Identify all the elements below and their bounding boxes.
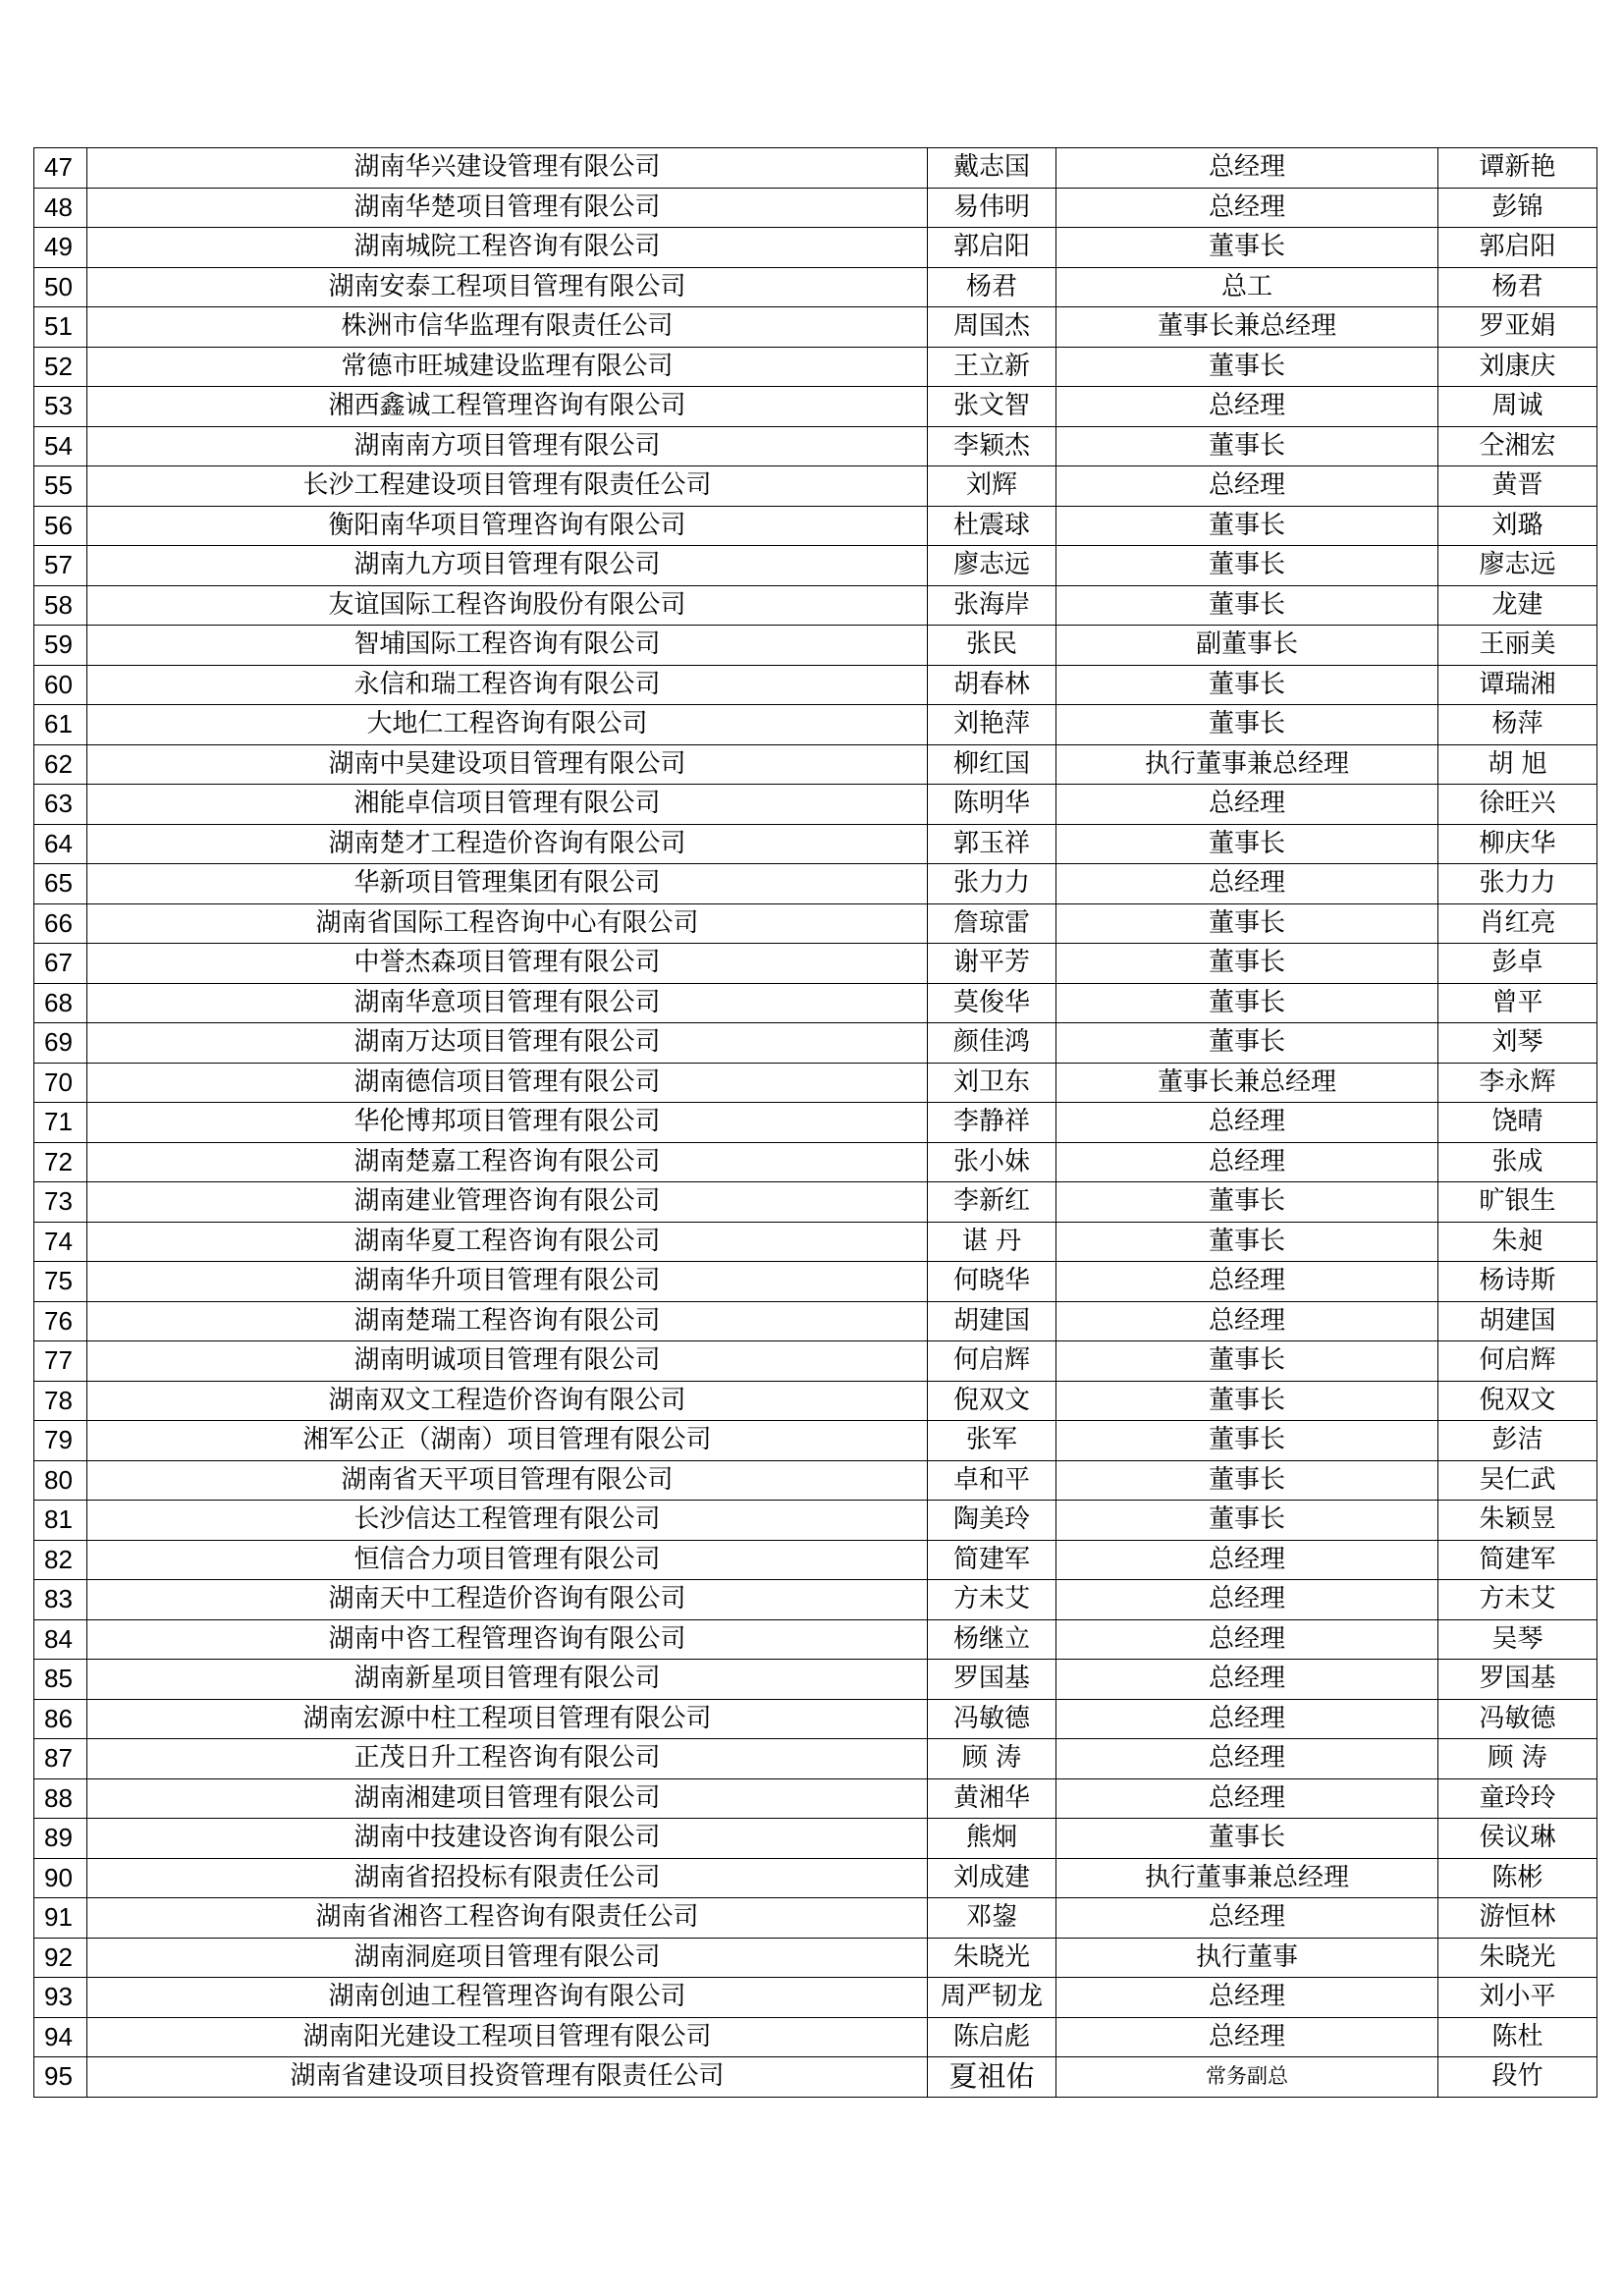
row-number: 57	[34, 546, 87, 586]
position-title: 董事长	[1056, 546, 1438, 586]
position-title: 董事长	[1056, 1182, 1438, 1223]
contact-name: 李永辉	[1438, 1063, 1597, 1103]
position-title: 总工	[1056, 267, 1438, 307]
row-number: 80	[34, 1460, 87, 1501]
representative-name: 李颖杰	[928, 426, 1056, 466]
table-row	[34, 1739, 1597, 1779]
table-row	[34, 665, 1597, 705]
contact-name: 彭卓	[1438, 944, 1597, 984]
representative-name: 倪双文	[928, 1381, 1056, 1421]
representative-name: 李静祥	[928, 1103, 1056, 1143]
representative-name: 简建军	[928, 1540, 1056, 1580]
company-name: 湖南德信项目管理有限公司	[87, 1063, 928, 1103]
representative-name: 廖志远	[928, 546, 1056, 586]
table-row	[34, 1540, 1597, 1580]
row-number: 77	[34, 1341, 87, 1382]
position-title: 董事长	[1056, 1023, 1438, 1064]
representative-name: 李新红	[928, 1182, 1056, 1223]
row-number: 51	[34, 307, 87, 348]
contact-name: 胡建国	[1438, 1301, 1597, 1341]
row-number: 53	[34, 387, 87, 427]
table-row	[34, 1699, 1597, 1739]
contact-name: 彭洁	[1438, 1421, 1597, 1461]
table-row	[34, 1898, 1597, 1939]
table-row	[34, 944, 1597, 984]
table-row	[34, 506, 1597, 546]
table-row	[34, 426, 1597, 466]
representative-name: 罗国基	[928, 1660, 1056, 1700]
company-name: 正茂日升工程咨询有限公司	[87, 1739, 928, 1779]
row-number: 94	[34, 2017, 87, 2057]
contact-name: 方未艾	[1438, 1580, 1597, 1620]
position-title: 董事长	[1056, 1460, 1438, 1501]
position-title: 董事长	[1056, 426, 1438, 466]
representative-name: 方未艾	[928, 1580, 1056, 1620]
table-row	[34, 1501, 1597, 1541]
contact-name: 杨君	[1438, 267, 1597, 307]
position-title: 总经理	[1056, 1898, 1438, 1939]
table-row	[34, 2057, 1597, 2098]
contact-name: 何启辉	[1438, 1341, 1597, 1382]
company-name: 湖南阳光建设工程项目管理有限公司	[87, 2017, 928, 2057]
contact-name: 倪双文	[1438, 1381, 1597, 1421]
position-title: 董事长兼总经理	[1056, 307, 1438, 348]
row-number: 48	[34, 188, 87, 228]
position-title: 执行董事兼总经理	[1056, 1858, 1438, 1898]
row-number: 87	[34, 1739, 87, 1779]
representative-name: 胡春林	[928, 665, 1056, 705]
row-number: 76	[34, 1301, 87, 1341]
row-number: 84	[34, 1619, 87, 1660]
contact-name: 刘小平	[1438, 1978, 1597, 2018]
position-title: 董事长	[1056, 665, 1438, 705]
contact-name: 朱昶	[1438, 1222, 1597, 1262]
position-title: 总经理	[1056, 1262, 1438, 1302]
contact-name: 童玲玲	[1438, 1778, 1597, 1819]
position-title: 常务副总	[1056, 2057, 1438, 2098]
table-row	[34, 585, 1597, 626]
row-number: 61	[34, 705, 87, 745]
table-row	[34, 2017, 1597, 2057]
company-name: 湖南华兴建设管理有限公司	[87, 148, 928, 189]
company-name: 湖南中技建设咨询有限公司	[87, 1819, 928, 1859]
row-number: 92	[34, 1938, 87, 1978]
representative-name: 易伟明	[928, 188, 1056, 228]
contact-name: 谭瑞湘	[1438, 665, 1597, 705]
contact-name: 杨诗斯	[1438, 1262, 1597, 1302]
representative-name: 朱晓光	[928, 1938, 1056, 1978]
table-row	[34, 1182, 1597, 1223]
contact-name: 朱晓光	[1438, 1938, 1597, 1978]
representative-name: 刘卫东	[928, 1063, 1056, 1103]
position-title: 副董事长	[1056, 626, 1438, 666]
representative-name: 张文智	[928, 387, 1056, 427]
representative-name: 张力力	[928, 864, 1056, 904]
representative-name: 陶美玲	[928, 1501, 1056, 1541]
position-title: 董事长	[1056, 1222, 1438, 1262]
company-name: 湖南中昊建设项目管理有限公司	[87, 744, 928, 785]
table-row	[34, 1580, 1597, 1620]
table-row	[34, 1819, 1597, 1859]
company-name: 湖南建业管理咨询有限公司	[87, 1182, 928, 1223]
company-name: 湖南九方项目管理有限公司	[87, 546, 928, 586]
table-row	[34, 1301, 1597, 1341]
company-name: 湖南华意项目管理有限公司	[87, 983, 928, 1023]
company-name: 株洲市信华监理有限责任公司	[87, 307, 928, 348]
position-title: 董事长	[1056, 1819, 1438, 1859]
row-number: 88	[34, 1778, 87, 1819]
contact-name: 黄晋	[1438, 466, 1597, 507]
representative-name: 杨继立	[928, 1619, 1056, 1660]
position-title: 总经理	[1056, 1580, 1438, 1620]
company-name: 湖南湘建项目管理有限公司	[87, 1778, 928, 1819]
table-row	[34, 626, 1597, 666]
table-row	[34, 307, 1597, 348]
representative-name: 顾 涛	[928, 1739, 1056, 1779]
row-number: 59	[34, 626, 87, 666]
company-name: 常德市旺城建设监理有限公司	[87, 347, 928, 387]
company-name: 湖南万达项目管理有限公司	[87, 1023, 928, 1064]
position-title: 总经理	[1056, 864, 1438, 904]
company-name: 湖南安泰工程项目管理有限公司	[87, 267, 928, 307]
representative-name: 张军	[928, 1421, 1056, 1461]
representative-name: 夏祖佑	[928, 2057, 1056, 2098]
company-name: 湖南明诚项目管理有限公司	[87, 1341, 928, 1382]
row-number: 67	[34, 944, 87, 984]
table-row	[34, 824, 1597, 864]
position-title: 董事长兼总经理	[1056, 1063, 1438, 1103]
representative-name: 谢平芳	[928, 944, 1056, 984]
row-number: 69	[34, 1023, 87, 1064]
table-row	[34, 1381, 1597, 1421]
contact-name: 冯敏德	[1438, 1699, 1597, 1739]
table-row	[34, 983, 1597, 1023]
company-name: 湖南省招投标有限责任公司	[87, 1858, 928, 1898]
representative-name: 郭启阳	[928, 228, 1056, 268]
company-name: 湖南华夏工程咨询有限公司	[87, 1222, 928, 1262]
table-row	[34, 1619, 1597, 1660]
company-name: 湖南南方项目管理有限公司	[87, 426, 928, 466]
member-roster-table	[33, 147, 1597, 2098]
contact-name: 廖志远	[1438, 546, 1597, 586]
contact-name: 彭锦	[1438, 188, 1597, 228]
company-name: 湖南省国际工程咨询中心有限公司	[87, 903, 928, 944]
company-name: 湖南省湘咨工程咨询有限责任公司	[87, 1898, 928, 1939]
row-number: 71	[34, 1103, 87, 1143]
row-number: 95	[34, 2057, 87, 2098]
contact-name: 郭启阳	[1438, 228, 1597, 268]
contact-name: 陈彬	[1438, 1858, 1597, 1898]
table-row	[34, 1142, 1597, 1182]
contact-name: 徐旺兴	[1438, 785, 1597, 825]
contact-name: 陈杜	[1438, 2017, 1597, 2057]
contact-name: 吴琴	[1438, 1619, 1597, 1660]
company-name: 湖南楚瑞工程咨询有限公司	[87, 1301, 928, 1341]
row-number: 55	[34, 466, 87, 507]
table-row	[34, 1341, 1597, 1382]
company-name: 湖南天中工程造价咨询有限公司	[87, 1580, 928, 1620]
company-name: 湖南洞庭项目管理有限公司	[87, 1938, 928, 1978]
company-name: 恒信合力项目管理有限公司	[87, 1540, 928, 1580]
contact-name: 刘康庆	[1438, 347, 1597, 387]
table-row	[34, 1858, 1597, 1898]
contact-name: 朱颖昱	[1438, 1501, 1597, 1541]
row-number: 60	[34, 665, 87, 705]
table-row	[34, 903, 1597, 944]
representative-name: 谌 丹	[928, 1222, 1056, 1262]
representative-name: 杨君	[928, 267, 1056, 307]
table-row	[34, 1421, 1597, 1461]
table-row	[34, 1023, 1597, 1064]
row-number: 75	[34, 1262, 87, 1302]
position-title: 总经理	[1056, 1103, 1438, 1143]
position-title: 总经理	[1056, 1142, 1438, 1182]
representative-name: 周严韧龙	[928, 1978, 1056, 2018]
row-number: 91	[34, 1898, 87, 1939]
contact-name: 杨萍	[1438, 705, 1597, 745]
row-number: 86	[34, 1699, 87, 1739]
position-title: 董事长	[1056, 506, 1438, 546]
table-row	[34, 1778, 1597, 1819]
position-title: 总经理	[1056, 1778, 1438, 1819]
table-row	[34, 1063, 1597, 1103]
row-number: 74	[34, 1222, 87, 1262]
table-row	[34, 546, 1597, 586]
position-title: 董事长	[1056, 1501, 1438, 1541]
contact-name: 谭新艳	[1438, 148, 1597, 189]
representative-name: 胡建国	[928, 1301, 1056, 1341]
contact-name: 罗亚娟	[1438, 307, 1597, 348]
contact-name: 侯议琳	[1438, 1819, 1597, 1859]
position-title: 总经理	[1056, 387, 1438, 427]
contact-name: 柳庆华	[1438, 824, 1597, 864]
position-title: 总经理	[1056, 2017, 1438, 2057]
company-name: 衡阳南华项目管理咨询有限公司	[87, 506, 928, 546]
row-number: 78	[34, 1381, 87, 1421]
row-number: 49	[34, 228, 87, 268]
company-name: 湖南新星项目管理有限公司	[87, 1660, 928, 1700]
position-title: 执行董事兼总经理	[1056, 744, 1438, 785]
row-number: 52	[34, 347, 87, 387]
company-name: 大地仁工程咨询有限公司	[87, 705, 928, 745]
position-title: 总经理	[1056, 466, 1438, 507]
position-title: 执行董事	[1056, 1938, 1438, 1978]
company-name: 湖南城院工程咨询有限公司	[87, 228, 928, 268]
table-row	[34, 1460, 1597, 1501]
company-name: 湖南宏源中柱工程项目管理有限公司	[87, 1699, 928, 1739]
position-title: 总经理	[1056, 1739, 1438, 1779]
representative-name: 刘成建	[928, 1858, 1056, 1898]
row-number: 50	[34, 267, 87, 307]
table-row	[34, 1660, 1597, 1700]
position-title: 总经理	[1056, 188, 1438, 228]
contact-name: 旷银生	[1438, 1182, 1597, 1223]
contact-name: 周诚	[1438, 387, 1597, 427]
position-title: 董事长	[1056, 705, 1438, 745]
contact-name: 段竹	[1438, 2057, 1597, 2098]
company-name: 长沙工程建设项目管理有限责任公司	[87, 466, 928, 507]
position-title: 董事长	[1056, 1381, 1438, 1421]
contact-name: 游恒林	[1438, 1898, 1597, 1939]
row-number: 58	[34, 585, 87, 626]
table-row	[34, 1103, 1597, 1143]
representative-name: 周国杰	[928, 307, 1056, 348]
position-title: 总经理	[1056, 1660, 1438, 1700]
representative-name: 刘辉	[928, 466, 1056, 507]
contact-name: 吴仁武	[1438, 1460, 1597, 1501]
row-number: 54	[34, 426, 87, 466]
row-number: 89	[34, 1819, 87, 1859]
position-title: 董事长	[1056, 228, 1438, 268]
position-title: 总经理	[1056, 1301, 1438, 1341]
row-number: 93	[34, 1978, 87, 2018]
contact-name: 张成	[1438, 1142, 1597, 1182]
contact-name: 曾平	[1438, 983, 1597, 1023]
table-row	[34, 188, 1597, 228]
company-name: 长沙信达工程管理有限公司	[87, 1501, 928, 1541]
company-name: 湖南双文工程造价咨询有限公司	[87, 1381, 928, 1421]
table-row	[34, 1938, 1597, 1978]
contact-name: 顾 涛	[1438, 1739, 1597, 1779]
company-name: 华伦博邦项目管理有限公司	[87, 1103, 928, 1143]
company-name: 湖南华楚项目管理有限公司	[87, 188, 928, 228]
row-number: 65	[34, 864, 87, 904]
representative-name: 卓和平	[928, 1460, 1056, 1501]
position-title: 总经理	[1056, 1978, 1438, 2018]
representative-name: 何晓华	[928, 1262, 1056, 1302]
representative-name: 黄湘华	[928, 1778, 1056, 1819]
position-title: 董事长	[1056, 347, 1438, 387]
company-name: 湖南楚嘉工程咨询有限公司	[87, 1142, 928, 1182]
company-name: 湖南楚才工程造价咨询有限公司	[87, 824, 928, 864]
representative-name: 柳红国	[928, 744, 1056, 785]
company-name: 湖南省建设项目投资管理有限责任公司	[87, 2057, 928, 2098]
table-row	[34, 148, 1597, 189]
table-row	[34, 744, 1597, 785]
position-title: 董事长	[1056, 903, 1438, 944]
row-number: 72	[34, 1142, 87, 1182]
row-number: 90	[34, 1858, 87, 1898]
position-title: 董事长	[1056, 1421, 1438, 1461]
company-name: 湖南中咨工程管理咨询有限公司	[87, 1619, 928, 1660]
position-title: 董事长	[1056, 944, 1438, 984]
row-number: 73	[34, 1182, 87, 1223]
table-row	[34, 1262, 1597, 1302]
company-name: 湖南创迪工程管理咨询有限公司	[87, 1978, 928, 2018]
representative-name: 熊炯	[928, 1819, 1056, 1859]
representative-name: 詹琼雷	[928, 903, 1056, 944]
contact-name: 简建军	[1438, 1540, 1597, 1580]
representative-name: 冯敏德	[928, 1699, 1056, 1739]
company-name: 友谊国际工程咨询股份有限公司	[87, 585, 928, 626]
contact-name: 胡 旭	[1438, 744, 1597, 785]
row-number: 63	[34, 785, 87, 825]
table-row	[34, 785, 1597, 825]
row-number: 70	[34, 1063, 87, 1103]
company-name: 湘能卓信项目管理有限公司	[87, 785, 928, 825]
representative-name: 陈启彪	[928, 2017, 1056, 2057]
contact-name: 刘琴	[1438, 1023, 1597, 1064]
contact-name: 王丽美	[1438, 626, 1597, 666]
contact-name: 罗国基	[1438, 1660, 1597, 1700]
contact-name: 龙建	[1438, 585, 1597, 626]
row-number: 47	[34, 148, 87, 189]
table-row	[34, 466, 1597, 507]
position-title: 总经理	[1056, 1540, 1438, 1580]
company-name: 湖南省天平项目管理有限公司	[87, 1460, 928, 1501]
representative-name: 邓鋆	[928, 1898, 1056, 1939]
row-number: 85	[34, 1660, 87, 1700]
position-title: 总经理	[1056, 1699, 1438, 1739]
representative-name: 刘艳萍	[928, 705, 1056, 745]
row-number: 83	[34, 1580, 87, 1620]
table-row	[34, 1222, 1597, 1262]
company-name: 智埔国际工程咨询有限公司	[87, 626, 928, 666]
table-row	[34, 347, 1597, 387]
company-name: 永信和瑞工程咨询有限公司	[87, 665, 928, 705]
representative-name: 戴志国	[928, 148, 1056, 189]
company-name: 湘西鑫诚工程管理咨询有限公司	[87, 387, 928, 427]
position-title: 总经理	[1056, 785, 1438, 825]
row-number: 81	[34, 1501, 87, 1541]
company-name: 湘军公正（湖南）项目管理有限公司	[87, 1421, 928, 1461]
table-row	[34, 267, 1597, 307]
contact-name: 刘璐	[1438, 506, 1597, 546]
position-title: 董事长	[1056, 824, 1438, 864]
row-number: 82	[34, 1540, 87, 1580]
position-title: 董事长	[1056, 585, 1438, 626]
table-row	[34, 705, 1597, 745]
row-number: 79	[34, 1421, 87, 1461]
representative-name: 陈明华	[928, 785, 1056, 825]
contact-name: 肖红亮	[1438, 903, 1597, 944]
representative-name: 王立新	[928, 347, 1056, 387]
row-number: 64	[34, 824, 87, 864]
contact-name: 张力力	[1438, 864, 1597, 904]
row-number: 56	[34, 506, 87, 546]
representative-name: 杜震球	[928, 506, 1056, 546]
position-title: 总经理	[1056, 1619, 1438, 1660]
representative-name: 张民	[928, 626, 1056, 666]
row-number: 68	[34, 983, 87, 1023]
representative-name: 颜佳鸿	[928, 1023, 1056, 1064]
table-row	[34, 228, 1597, 268]
contact-name: 仝湘宏	[1438, 426, 1597, 466]
representative-name: 张海岸	[928, 585, 1056, 626]
row-number: 66	[34, 903, 87, 944]
table-row	[34, 387, 1597, 427]
row-number: 62	[34, 744, 87, 785]
representative-name: 何启辉	[928, 1341, 1056, 1382]
position-title: 总经理	[1056, 148, 1438, 189]
company-name: 中誉杰森项目管理有限公司	[87, 944, 928, 984]
position-title: 董事长	[1056, 983, 1438, 1023]
table-row	[34, 864, 1597, 904]
representative-name: 莫俊华	[928, 983, 1056, 1023]
representative-name: 张小妹	[928, 1142, 1056, 1182]
roster-body	[34, 148, 1597, 2098]
company-name: 华新项目管理集团有限公司	[87, 864, 928, 904]
position-title: 董事长	[1056, 1341, 1438, 1382]
representative-name: 郭玉祥	[928, 824, 1056, 864]
table-row	[34, 1978, 1597, 2018]
company-name: 湖南华升项目管理有限公司	[87, 1262, 928, 1302]
contact-name: 饶晴	[1438, 1103, 1597, 1143]
